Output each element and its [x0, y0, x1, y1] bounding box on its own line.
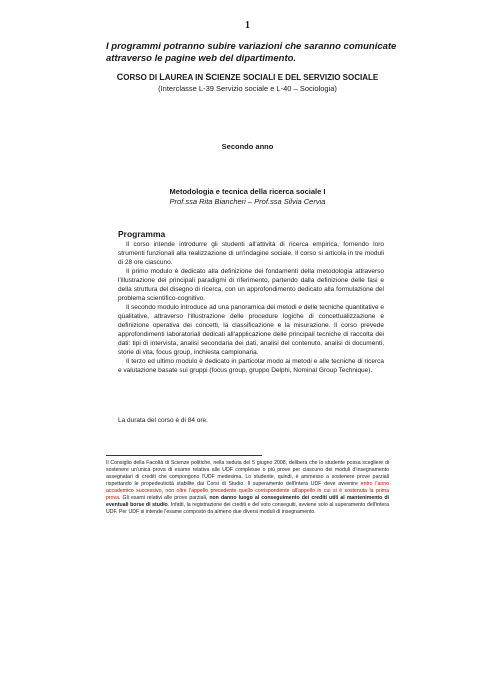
- course-title-part: CIENZE SOCIALI E DEL SERVIZIO SOCIALE: [211, 73, 379, 82]
- course-title-part: AUREA IN: [164, 73, 206, 82]
- footnote-text: . Gli esami relativi alle prove parziali,: [118, 495, 210, 501]
- course-title-part: S: [205, 72, 212, 82]
- subject-title: Metodologia e tecnica della ricerca sociale I: [169, 187, 326, 196]
- footnote-text: Il Consiglio della Facoltà di Scienze politiche, nella seduta del 5 giugno 2008, delibera che lo studente possa scegliere di sostenere un'unica prova di esame relativa alle UDF complesse o più prove per ciascuno dei moduli d'insegnamento assegnatari di crediti che compongono l'UDF medesima. Lo studente, quindi, è ammesso a sostenere prove parziali rispettando le propedeuticità stabilite dai Corsi di Studio. Il superamento dell'intera UDF deve avvenire: [106, 460, 389, 487]
- footnote: [106, 460, 389, 516]
- footnote-separator: [106, 455, 262, 456]
- footnote-highlight-bold: non danno luogo al conseguimento dei crediti utili al mantenimento di eventuali borse di studio: [106, 495, 389, 508]
- interclass-subtitle: (Interclasse L-39 Servizio sociale e L-40 – Sociologia): [158, 84, 337, 93]
- course-title: [0, 72, 495, 83]
- course-title-part: L: [159, 72, 165, 82]
- course-title-part: C: [116, 72, 124, 82]
- program-paragraph: Il terzo ed ultimo modulo è dedicato in particolar modo ai metodi e alle tecniche di ricerca e valutazione basate sui gruppi (focus group, gruppo Delphi, Nominal Group Technique).: [118, 358, 384, 374]
- footnote-text: . Infatti, la registrazione dei crediti e del voto conseguiti, avviene solo al superamento dell'intera UDF. Per UDF si intende l'esame composto da almeno due diversi moduli di insegnamento.: [106, 502, 390, 515]
- professors-line: Prof.ssa Rita Biancheri – Prof.ssa Silvia Cervia: [169, 197, 326, 206]
- year-heading: Secondo anno: [221, 142, 274, 151]
- page-number: 1: [245, 20, 250, 31]
- program-heading: Programma: [118, 229, 166, 239]
- program-paragraph: Il primo modulo è dedicato alla definizione dei fondamenti della metodologia attraverso l'illustrazione dei principali paradigmi di riferimento, partendo dalla definizione delle fasi e della struttura del disegno di ricerca, con un approfondimento dedicato alla formulazione del problema scientifico-cognitivo.: [118, 268, 384, 302]
- footnote-highlight-red: entro l'anno accademico successivo, non oltre l'appello precedente quello corrispondente all'appello in cui si è sostenuta la prima prova: [106, 481, 389, 501]
- variations-notice: I programmi potranno subire variazioni che saranno comunicate attraverso le pagine web del dipartimento.: [106, 41, 397, 64]
- program-paragraph: Il secondo modulo introduce ad una panoramica dei metodi e delle tecniche quantitative e qualitative, attraverso l'illustrazione delle procedure logiche di concettualizzazione e definizione operativa dei concetti, la classificazione e la misurazione. Il corso prevede approfondimenti laboratoriali dedicati all'applicazione delle principali tecniche di raccolta dei dati: tipi di intervista, analisi secondaria dei dati, analisi del contenuto, analisi di documenti, storie di vita, focus group, inchiesta campionaria.: [118, 304, 385, 356]
- course-title-part: ORSO DI: [123, 73, 160, 82]
- program-body: [118, 240, 384, 375]
- program-paragraph: Il corso intende introdurre gli studenti all'attività di ricerca empirica, fornendo loro strumenti funzionali alla realizzazione di un'indagine sociale. Il corso si articola in tre moduli di 28 ore ciascuno.: [118, 241, 384, 266]
- course-duration: La durata del corso è di 84 ore.: [118, 417, 208, 424]
